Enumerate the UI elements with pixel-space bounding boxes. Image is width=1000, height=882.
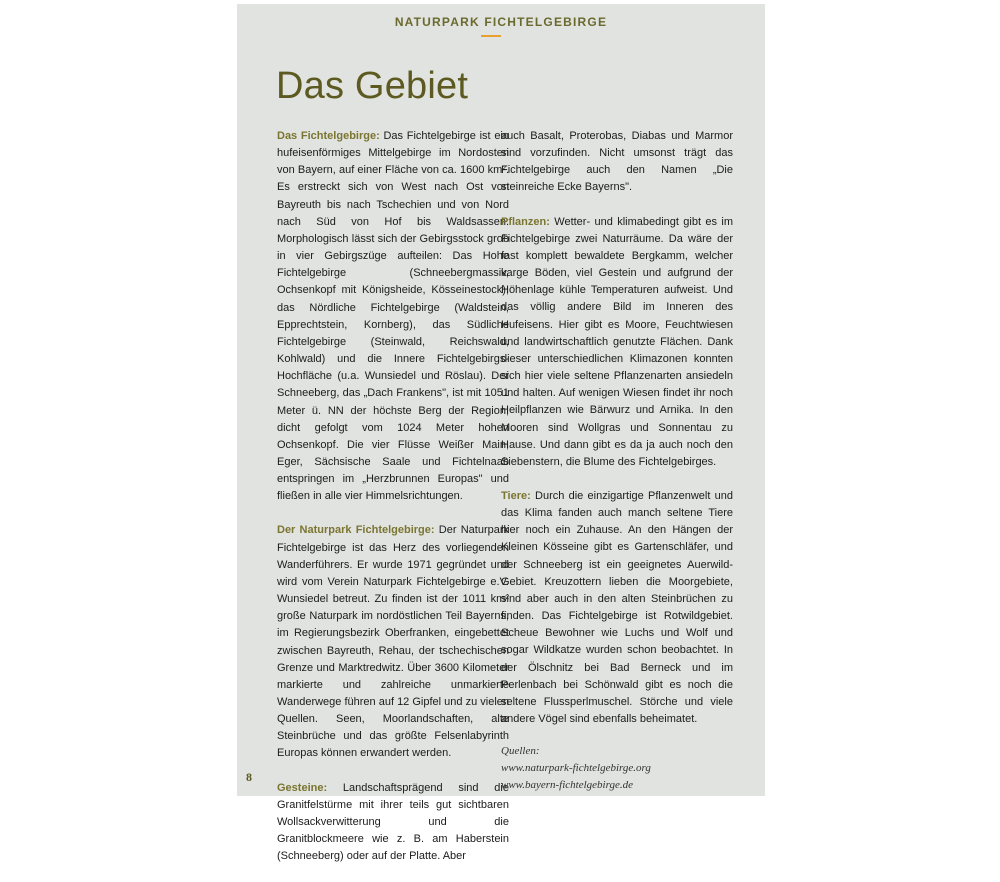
- section-naturpark: [277, 522, 509, 762]
- section-text: auch Basalt, Proterobas, Diabas und Marmor sind vorzufinden. Nicht umsonst trägt das Fichtelgebirge auch den Namen „Die steinreiche Ecke Bayerns".: [501, 130, 733, 194]
- section-fichtelgebirge: [277, 128, 509, 505]
- left-column: [277, 128, 509, 882]
- section-heading: Pflanzen:: [501, 215, 550, 228]
- running-title: NATURPARK FICHTELGEBIRGE: [394, 15, 608, 29]
- source-link[interactable]: www.bayern-fichtelgebirge.de: [501, 779, 633, 792]
- section-heading: Gesteine:: [277, 781, 328, 794]
- sources: [501, 743, 733, 794]
- section-tiere: [501, 488, 733, 728]
- title-underline: [481, 35, 501, 37]
- section-text: Der Naturpark Fichtelgebirge ist das Herz des vorliegenden Wanderführers. Er wurde 1971 gegründet und wird vom Verein Naturpark Fichtelgebirge e.V. Wunsiedel betreut. Zu finden ist der 1011 km² große Naturpark im nordöstlichen Teil Bayerns, im Regierungsbezirk Oberfranken, eingebettet zwischen Bayreuth, Rehau, der tschechischen Grenze und Marktredwitz. Über 3600 Kilometer markierte und zahlreiche unmarkierte Wanderwege führen auf 12 Gipfel und zu vielen Quellen. Seen, Moorlandschaften, alte Steinbrüche und das größte Felsenlabyrinth Europas können erwandert werden.: [277, 524, 510, 760]
- section-heading: Tiere:: [501, 489, 531, 502]
- right-column: [501, 128, 733, 794]
- section-text: Wetter- und klimabedingt gibt es im Fichtelgebirge zwei Naturräume. Da wäre der fast komplett bewaldete Bergkamm, welcher karge Böden, viel Gestein und aufgrund der Höhenlage kühle Temperaturen aufweist. Und das völlig andere Bild im Inneren des Hufeisens. Hier gibt es Moore, Feuchtwiesen und landwirtschaftlich genutzte Flächen. Dank dieser unterschiedlichen Klimazonen konnten sich hier viele seltene Pflanzenarten ansiedeln und halten. Auf wenigen Wiesen findet ihr noch Heilpflanzen wie Bärwurz und Arnika. In den Mooren sind Wollgras und Sonnentau zu Hause. Und dann gibt es da ja auch noch den Siebenstern, die Blume des Fichtelgebirges.: [501, 215, 733, 468]
- section-text: Durch die einzigartige Pflanzenwelt und das Klima fanden auch manch seltene Tiere hier noch ein Zuhause. An den Hängen der Kleinen Kösseine gibt es Gartenschläfer, und der Schneeberg ist ein geeignetes Auerwild-Gebiet. Kreuzottern lieben die Moorgebiete, sind aber auch in den alten Steinbrüchen zu finden. Das Fichtelgebirge ist Rotwildgebiet. Scheue Bewohner wie Luchs und Wolf und sogar Wildkatze wurden schon beobachtet. In der Ölschnitz bei Bad Berneck und im Perlenbach bei Schönwald gibt es noch die seltene Flussperlmuschel. Störche und viele andere Vögel sind ebenfalls beheimatet.: [501, 489, 733, 725]
- page-title: Das Gebiet: [276, 65, 469, 107]
- section-text: Landschaftsprägend sind die Granitfelstürme mit ihrer teils gut sichtbaren Wollsackverwitterung und die Granitblockmeere wie z. B. am Haberstein (Schneeberg) oder auf der Platte. Aber: [277, 781, 509, 863]
- source-link[interactable]: www.naturpark-fichtelgebirge.org: [501, 762, 651, 775]
- page-number: 8: [246, 770, 252, 784]
- section-heading: Der Naturpark Fichtelgebirge:: [277, 524, 435, 537]
- section-gesteine-continued: [501, 128, 733, 197]
- section-gesteine: [277, 780, 509, 866]
- page: [237, 4, 765, 863]
- section-pflanzen: [501, 214, 733, 471]
- sources-label: Quellen:: [501, 745, 540, 758]
- section-text: Das Fichtelgebirge ist ein hufeisenförmiges Mittelgebirge im Nordosten von Bayern, auf einer Fläche von ca. 1600 km². Es erstreckt sich von West nach Ost von Bayreuth bis nach Tschechien und von Nord nach Süd von Hof bis Waldsassen. Morphologisch lässt sich der Gebirgsstock grob in vier Gebirgszüge aufteilen: Das Hohe Fichtelgebirge (Schneebergmassiv, Ochsenkopf mit Königsheide, Kösseinestock), das Nördliche Fichtelgebirge (Waldstein, Epprechtstein, Kornberg), das Südliche Fichtelgebirge (Steinwald, Reichswald, Kohlwald) und die Innere Fichtelgebirgs-Hochfläche (u.a. Wunsiedel und Röslau). Der Schneeberg, das „Dach Frankens", ist mit 1051 Meter ü. NN der höchste Berg der Region, dicht gefolgt vom 1024 Meter hohen Ochsenkopf. Die vier Flüsse Weißer Main, Eger, Sächsische Saale und Fichtelnaab entspringen im „Herzbrunnen Europas" und fließen in alle vier Himmelsrichtungen.: [277, 130, 509, 503]
- section-heading: Das Fichtelgebirge:: [277, 130, 380, 142]
